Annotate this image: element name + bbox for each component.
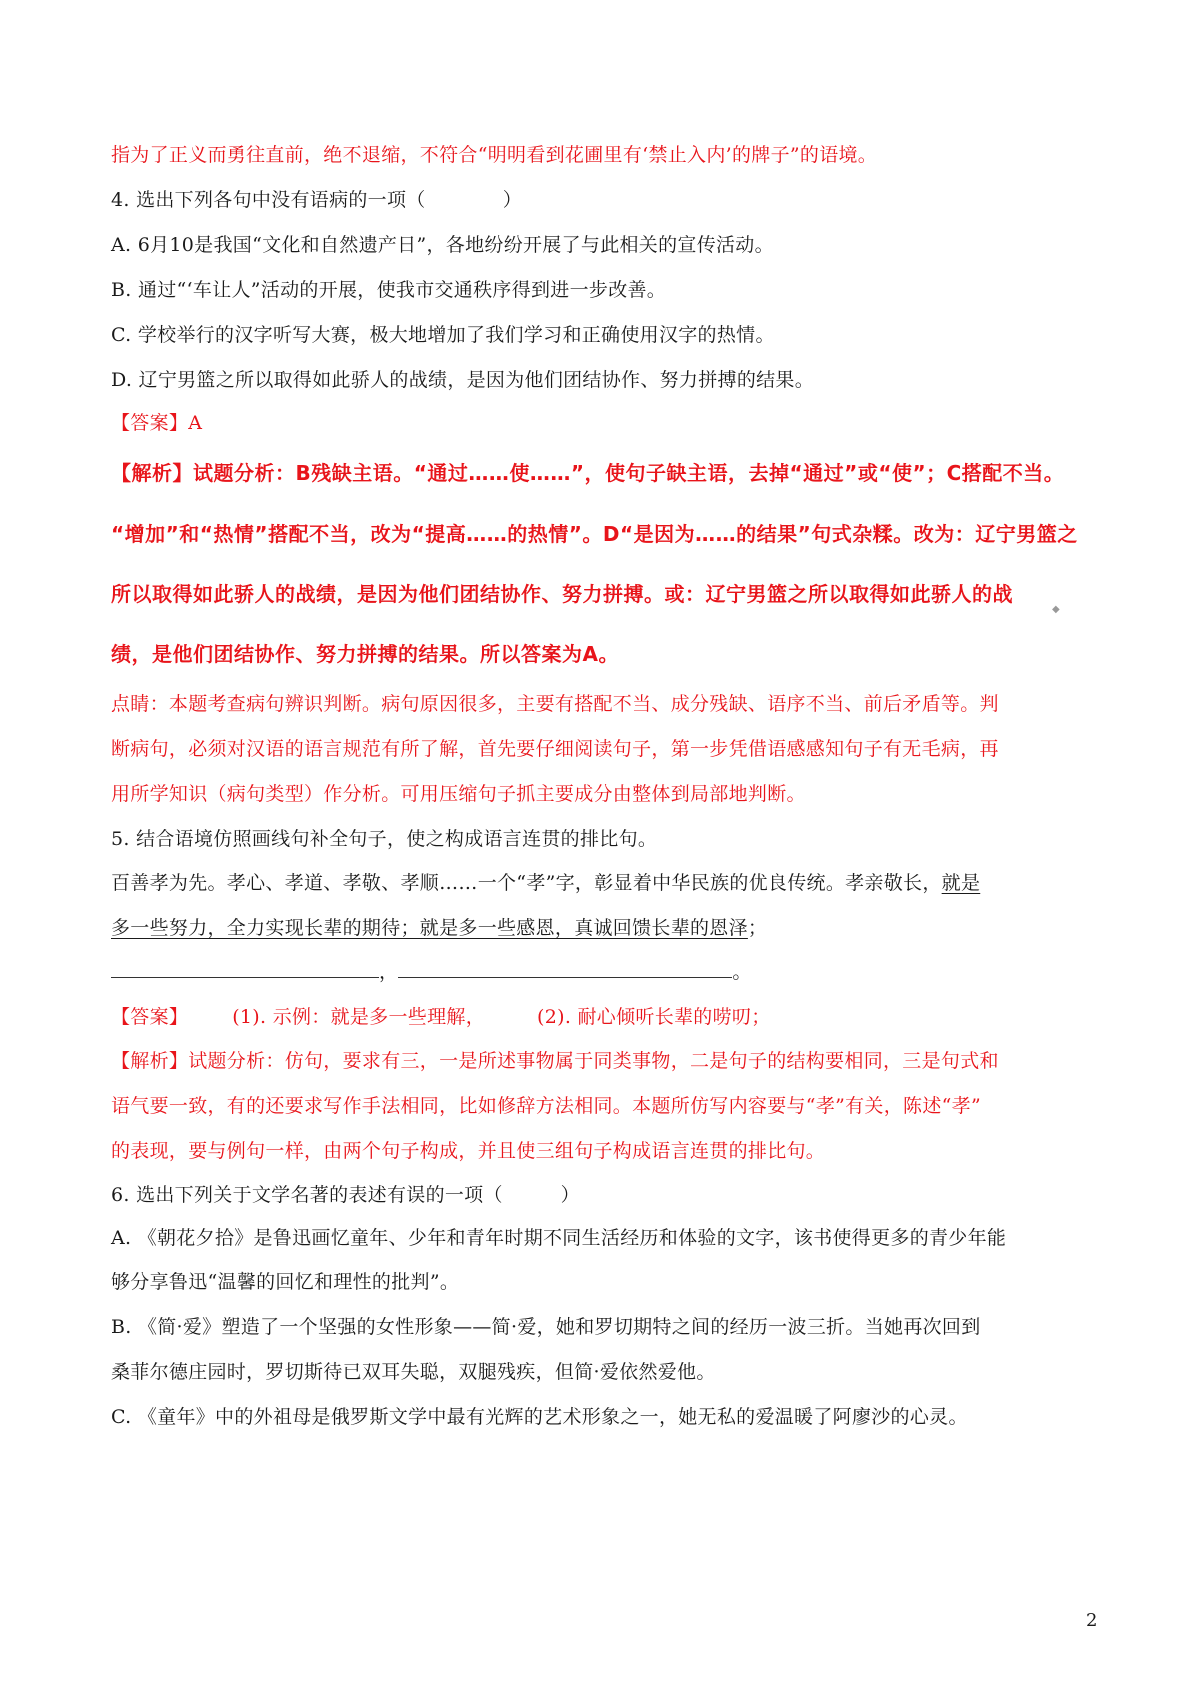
q5-passage-end: ； <box>747 917 768 939</box>
q5-passage-text: 百善孝为先。孝心、孝道、孝敬、孝顺……一个“孝”字，彰显着中华民族的优良传统。孝亲敬长， <box>111 872 942 894</box>
q4-tip-line-2: 断病句，必须对汉语的语言规范有所了解，首先要仔细阅读句子，第一步凭借语感感知句子有无毛病，再 <box>111 738 999 760</box>
q4-analysis-line-4: 绩，是他们团结协作、努力拼搏的结果。所以答案为A。 <box>111 642 619 666</box>
q5-analysis-line-3: 的表现，要与例句一样，由两个句子构成，并且使三组句子构成语言连贯的排比句。 <box>111 1140 826 1162</box>
page-number: 2 <box>1086 1610 1098 1631</box>
q4-option-a: A. 6月10是我国“文化和自然遗产日”，各地纷纷开展了与此相关的宣传活动。 <box>111 234 774 256</box>
q5-passage-line-1 <box>111 869 1111 897</box>
q5-blank-separator: ， <box>379 961 399 983</box>
q4-answer-value: A <box>188 412 203 434</box>
q6-stem: 6. 选出下列关于文学名著的表述有误的一项（ ） <box>111 1184 580 1206</box>
q5-answer-2: (2). 耐心倾听长辈的唠叨； <box>537 1006 771 1028</box>
q5-analysis-line-2: 语气要一致，有的还要求写作手法相同，比如修辞方法相同。本题所仿写内容要与“孝”有关，陈述“孝” <box>111 1095 981 1117</box>
q6-option-a-line-1: A. 《朝花夕拾》是鲁迅画忆童年、少年和青年时期不同生活经历和体验的文字，该书使得更多的青少年能 <box>111 1227 1007 1249</box>
q4-analysis-line-3: 所以取得如此骄人的战绩，是因为他们团结协作、努力拼搏。或：辽宁男篮之所以取得如此骄人的战 <box>111 582 1013 606</box>
previous-explanation-tail: 指为了正义而勇往直前，绝不退缩，不符合“明明看到花圃里有‘禁止入内’的牌子”的语境。 <box>111 144 878 166</box>
q4-tip-line-3: 用所学知识（病句类型）作分析。可用压缩句子抓主要成分由整体到局部地判断。 <box>111 783 806 805</box>
q4-tip-line-1: 点睛：本题考查病句辨识判断。病句原因很多，主要有搭配不当、成分残缺、语序不当、前后矛盾等。判 <box>111 693 999 715</box>
q5-answer-tag: 【答案】 <box>111 1006 189 1028</box>
q6-option-b-line-1: B. 《简·爱》塑造了一个坚强的女性形象——简·爱，她和罗切期特之间的经历一波三折。当她再次回到 <box>111 1316 981 1338</box>
q5-stem: 5. 结合语境仿照画线句补全句子，使之构成语言连贯的排比句。 <box>111 828 658 850</box>
q4-analysis-line-2: “增加”和“热情”搭配不当，改为“提高……的热情”。D“是因为……的结果”句式杂糅。改为：辽宁男篮之 <box>111 522 1078 546</box>
q5-blank-end: 。 <box>732 961 752 983</box>
q5-blank-2[interactable] <box>398 959 732 978</box>
q5-analysis-line-1: 【解析】试题分析：仿句，要求有三，一是所述事物属于同类事物，二是句子的结构要相同，三是句式和 <box>111 1050 999 1072</box>
q4-analysis-line-1: 【解析】试题分析：B残缺主语。“通过……使……”，使句子缺主语，去掉“通过”或“使”；C搭配不当。 <box>111 461 1065 485</box>
q6-option-c: C. 《童年》中的外祖母是俄罗斯文学中最有光辉的艺术形象之一，她无私的爱温暖了阿廖沙的心灵。 <box>111 1406 968 1428</box>
q4-answer-tag: 【答案】 <box>111 412 189 434</box>
q6-option-a-line-2: 够分享鲁迅“温馨的回忆和理性的批判”。 <box>111 1271 460 1293</box>
stray-mark: ◆ <box>1052 604 1060 615</box>
q4-stem: 4. 选出下列各句中没有语病的一项（ ） <box>111 189 523 211</box>
q5-underlined-model-sentence: 多一些努力，全力实现长辈的期待；就是多一些感恩，真诚回馈长辈的恩泽 <box>111 917 748 939</box>
q5-passage-line-2 <box>111 914 1111 942</box>
q5-underlined-start: 就是 <box>941 872 981 894</box>
q5-answer <box>111 1003 1111 1031</box>
q4-option-c: C. 学校举行的汉字听写大赛，极大地增加了我们学习和正确使用汉字的热情。 <box>111 324 775 346</box>
q5-fill-blanks <box>111 958 1111 986</box>
q4-answer <box>111 409 1111 437</box>
q5-answer-1: (1). 示例：就是多一些理解， <box>232 1006 485 1028</box>
q6-option-b-line-2: 桑菲尔德庄园时，罗切斯待已双耳失聪，双腿残疾，但简·爱依然爱他。 <box>111 1361 716 1383</box>
q5-blank-1[interactable] <box>111 959 379 978</box>
q4-option-d: D. 辽宁男篮之所以取得如此骄人的战绩，是因为他们团结协作、努力拼搏的结果。 <box>111 369 815 391</box>
q4-option-b: B. 通过“‘车让人”活动的开展，使我市交通秩序得到进一步改善。 <box>111 279 667 301</box>
